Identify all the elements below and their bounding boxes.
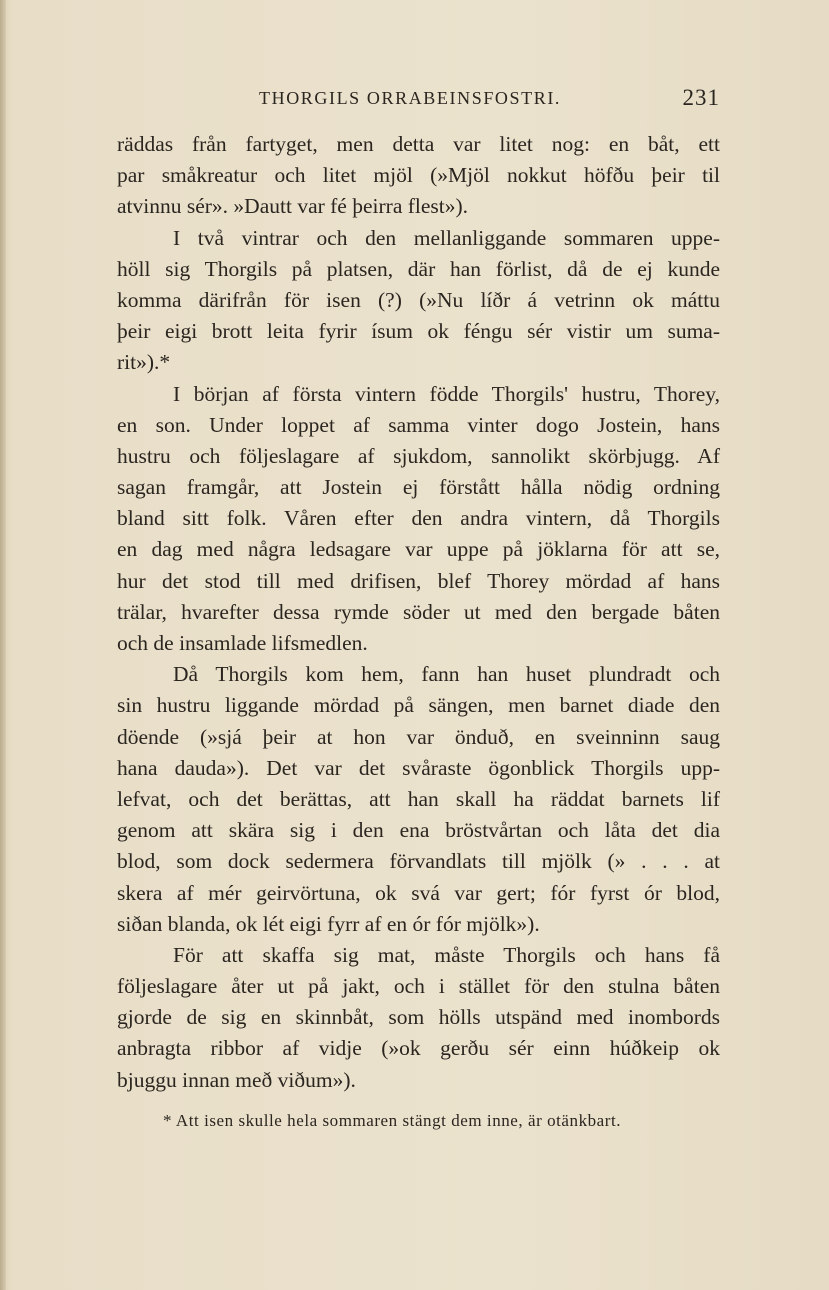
text-line: räddas från fartyget, men detta var litet nog: en båt, ett xyxy=(117,132,720,156)
paragraph xyxy=(117,223,720,379)
text-line: och de insamlade lifsmedlen. xyxy=(117,631,368,655)
text-line: sin hustru liggande mördad på sängen, men barnet diade den xyxy=(117,693,720,718)
text-line: lefvat, och det berättas, att han skall ha räddat barnets lif xyxy=(117,786,720,811)
text-line: þeir eigi brott leita fyrir ísum ok féngu sér vistir um suma- xyxy=(117,319,720,344)
text-line: I början af första vintern födde Thorgils' hustru, Thorey, xyxy=(173,381,720,406)
text-line: skera af mér geirvörtuna, ok svá var gert; fór fyrst ór blod, xyxy=(117,880,720,905)
text-line: trälar, hvarefter dessa rymde söder ut med den bergade båten xyxy=(117,599,720,624)
text-line: sagan framgår, att Jostein ej förstått hålla nödig ordning xyxy=(117,475,720,500)
page-header xyxy=(117,85,720,118)
page-number: 231 xyxy=(682,85,720,110)
text-line: komma därifrån för isen (?) (»Nu líðr á vetrinn ok máttu xyxy=(117,287,720,312)
text-line: I två vintrar och den mellanliggande sommaren uppe- xyxy=(173,225,720,250)
text-line: gjorde de sig en skinnbåt, som hölls utspänd med inombords xyxy=(117,1005,720,1030)
text-line: bjuggu innan með viðum»). xyxy=(117,1067,356,1092)
text-line: anbragta ribbor af vidje (»ok gerðu sér einn húðkeip ok xyxy=(117,1036,720,1061)
text-line: hur det stod till med drifisen, blef Thorey mördad af hans xyxy=(117,568,720,593)
paragraph xyxy=(117,129,720,223)
text-line: atvinnu sér». »Dautt var fé þeirra flest»). xyxy=(117,194,469,219)
text-line: genom att skära sig i den ena bröstvårtan och låta det dia xyxy=(117,818,720,843)
running-title: THORGILS ORRABEINSFOSTRI. xyxy=(259,88,562,108)
text-line: siðan blanda, ok lét eigi fyrr af en ór fór mjölk»). xyxy=(117,911,540,936)
text-line: en dag med några ledsagare var uppe på jöklarna för att se, xyxy=(117,537,720,562)
text-line: hustru och följeslagare af sjukdom, sannolikt skörbjugg. Af xyxy=(117,443,720,468)
page-spine-edge xyxy=(0,0,6,1290)
text-line: Då Thorgils kom hem, fann han huset plundradt och xyxy=(173,662,720,687)
text-line: För att skaffa sig mat, måste Thorgils och hans få xyxy=(173,942,720,967)
text-line: rit»).* xyxy=(117,350,171,375)
text-line: en son. Under loppet af samma vinter dogo Jostein, hans xyxy=(117,412,720,437)
body-text xyxy=(117,129,720,1096)
text-line: följeslagare åter ut på jakt, och i stället för den stulna båten xyxy=(117,974,720,999)
paragraph xyxy=(117,940,720,1096)
paragraph xyxy=(117,379,720,660)
text-line: höll sig Thorgils på platsen, där han förlist, då de ej kunde xyxy=(117,256,720,281)
text-line: par småkreatur och litet mjöl (»Mjöl nokkut höfðu þeir til xyxy=(117,163,720,188)
text-line: döende (»sjá þeir at hon var önduð, en sveinninn saug xyxy=(117,724,720,749)
paragraph xyxy=(117,659,720,940)
footnote: * Att isen skulle hela sommaren stängt dem inne, är otänkbart. xyxy=(163,1111,622,1130)
text-line: bland sitt folk. Våren efter den andra vintern, då Thorgils xyxy=(117,506,720,531)
text-line: hana dauda»). Det var det svåraste ögonblick Thorgils upp- xyxy=(117,755,720,780)
text-line: blod, som dock sedermera förvandlats till mjölk (» . . . at xyxy=(117,849,720,874)
